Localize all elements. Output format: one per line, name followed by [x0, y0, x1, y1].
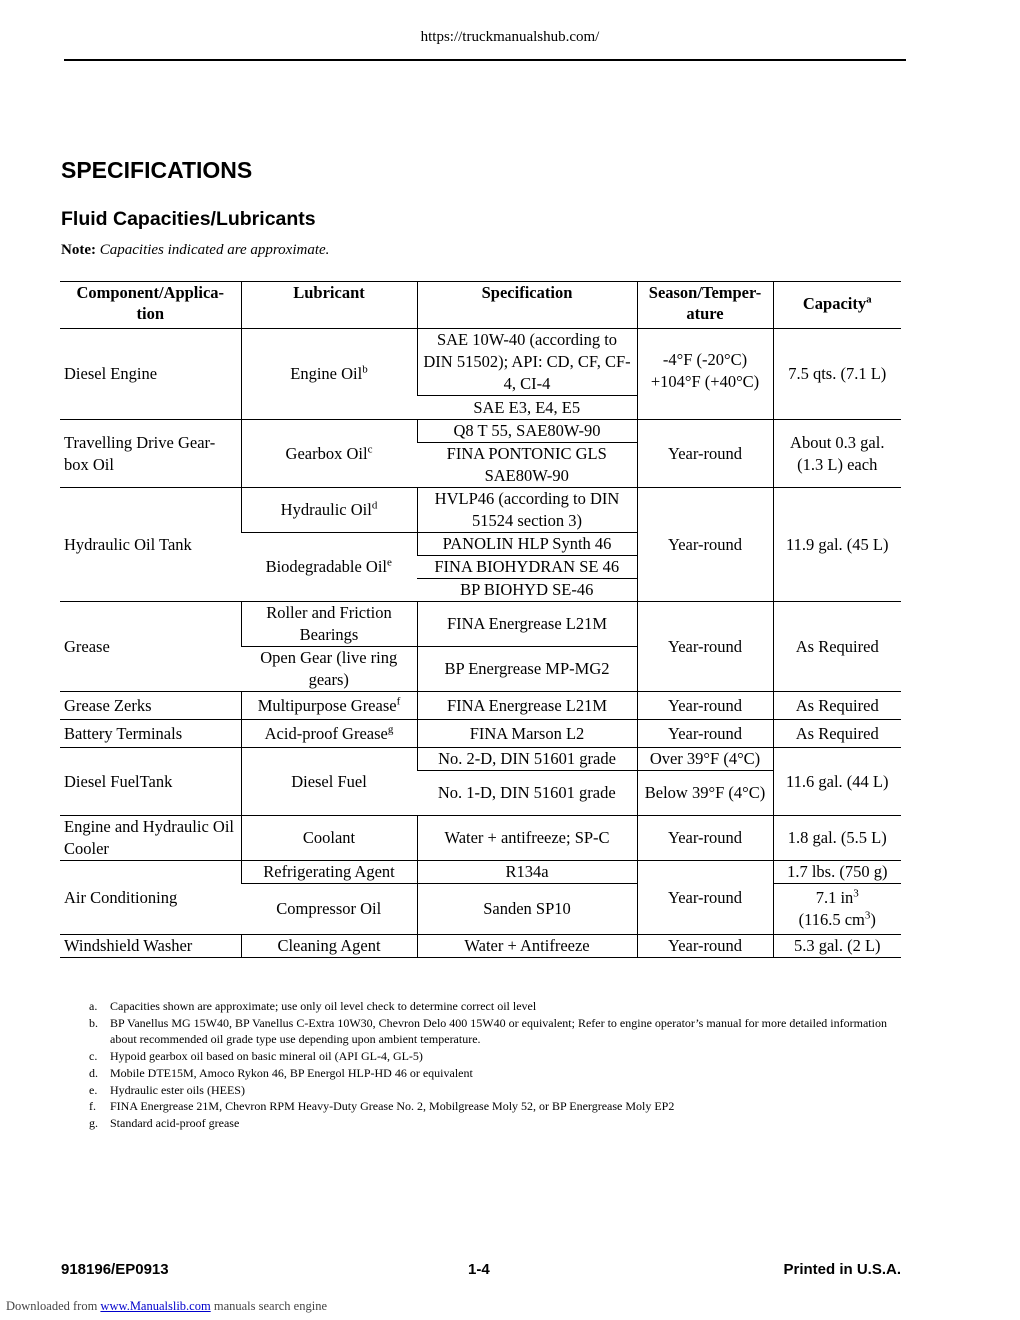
cell-lubricant: Roller and Friction Bearings	[241, 602, 417, 647]
cell-lubricant: Cleaning Agent	[241, 935, 417, 958]
footnotes	[89, 998, 889, 1132]
section-title: Fluid Capacities/Lubricants	[61, 208, 316, 230]
header-season: Season/Temper- ature	[637, 282, 773, 329]
cell-component: Grease	[60, 602, 241, 692]
table-row	[60, 935, 901, 958]
cell-spec: HVLP46 (according to DIN 51524 section 3)	[417, 488, 637, 533]
cell-spec: FINA Energrease L21M	[417, 602, 637, 647]
cell-spec: Q8 T 55, SAE80W-90	[417, 420, 637, 443]
cell-lubricant: Open Gear (live ring gears)	[241, 647, 417, 692]
table-row	[60, 602, 901, 647]
cell-spec: FINA PONTONIC GLS SAE80W-90	[417, 443, 637, 488]
cell-spec: FINA Marson L2	[417, 720, 637, 748]
footnote: b. BP Vanellus MG 15W40, BP Vanellus C-Extra 10W30, Chevron Delo 400 15W40 or equivalent; Refer to engine operator’s manual for more detailed information about recommended oil grade type use depending upon ambient temperature.	[89, 1015, 887, 1047]
cell-spec: SAE 10W-40 (according to DIN 51502); API: CD, CF, CF-4, CI-4	[417, 329, 637, 396]
cell-lubricant: Compressor Oil	[241, 884, 417, 935]
header-url: https://truckmanualshub.com/	[420, 29, 600, 45]
table-row	[60, 420, 901, 443]
cell-lubricant: Acid-proof Grease$^g$	[241, 720, 417, 748]
table-row	[60, 861, 901, 884]
cell-season: Year-round	[637, 602, 773, 692]
cell-capacity: As Required	[773, 692, 901, 720]
table-row	[60, 720, 901, 748]
table-row	[60, 748, 901, 771]
cell-capacity: As Required	[773, 602, 901, 692]
cell-component: Engine and Hydraulic Oil Cooler	[60, 816, 241, 861]
table-row	[60, 816, 901, 861]
cell-season: Year-round	[637, 420, 773, 488]
cell-capacity: 11.6 gal. (44 L)	[773, 748, 901, 816]
cell-season: Below 39°F (4°C)	[637, 771, 773, 816]
cell-capacity: 1.8 gal. (5.5 L)	[773, 816, 901, 861]
cell-capacity: 5.3 gal. (2 L)	[773, 935, 901, 958]
cell-season: Year-round	[637, 692, 773, 720]
cell-spec: R134a	[417, 861, 637, 884]
cell-capacity: As Required	[773, 720, 901, 748]
header-lubricant: Lubricant	[241, 282, 417, 329]
footnote: d. Mobile DTE15M, Amoco Rykon 46, BP Energol HLP-HD 46 or equivalent	[89, 1065, 473, 1080]
cell-season: Year-round	[637, 816, 773, 861]
cell-season: Year-round	[637, 861, 773, 935]
header-specification: Specification	[417, 282, 637, 329]
cell-lubricant: Gearbox Oil$^c$	[241, 420, 417, 488]
cell-component: Diesel FuelTank	[60, 748, 241, 816]
cell-spec: Sanden SP10	[417, 884, 637, 935]
header-component: Component/Applica- tion	[60, 282, 241, 329]
cell-spec: FINA BIOHYDRAN SE 46	[417, 556, 637, 579]
cell-spec: No. 1-D, DIN 51601 grade	[417, 771, 637, 816]
footnote: c. Hypoid gearbox oil based on basic mineral oil (API GL-4, GL-5)	[89, 1049, 423, 1064]
footnote: e. Hydraulic ester oils (HEES)	[89, 1082, 245, 1097]
note	[61, 242, 329, 259]
cell-capacity: 11.9 gal. (45 L)	[773, 488, 901, 602]
page-title: SPECIFICATIONS	[61, 157, 253, 183]
page-number: 1-4	[468, 1261, 490, 1278]
cell-spec: Water + Antifreeze	[417, 935, 637, 958]
cell-component: Air Conditioning	[60, 861, 241, 935]
cell-season: -4°F (-20°C) +104°F (+40°C)	[637, 329, 773, 420]
table-header-row	[60, 282, 901, 329]
fluid-capacities-table	[60, 281, 901, 958]
cell-capacity: About 0.3 gal. (1.3 L) each	[773, 420, 901, 488]
cell-lubricant: Engine Oil$^b$	[241, 329, 417, 420]
cell-capacity: 7.5 qts. (7.1 L)	[773, 329, 901, 420]
footnote: a. Capacities shown are approximate; use only oil level check to determine correct oil level	[89, 999, 537, 1013]
cell-lubricant: Coolant	[241, 816, 417, 861]
cell-season: Year-round	[637, 488, 773, 602]
footnote: g. Standard acid-proof grease	[89, 1115, 240, 1130]
table-row	[60, 329, 901, 396]
document-number: 918196/EP0913	[61, 1261, 169, 1278]
cell-lubricant: Diesel Fuel	[241, 748, 417, 816]
cell-lubricant: Biodegradable Oil$^e$	[241, 533, 417, 602]
cell-component: Grease Zerks	[60, 692, 241, 720]
cell-spec: BP BIOHYD SE-46	[417, 579, 637, 602]
cell-spec: FINA Energrease L21M	[417, 692, 637, 720]
cell-spec: No. 2-D, DIN 51601 grade	[417, 748, 637, 771]
cell-lubricant: Hydraulic Oil$^d$	[241, 488, 417, 533]
cell-component: Hydraulic Oil Tank	[60, 488, 241, 602]
cell-capacity: 1.7 lbs. (750 g)	[773, 861, 901, 884]
cell-component: Travelling Drive Gear-box Oil	[60, 420, 241, 488]
cell-spec: SAE E3, E4, E5	[417, 396, 637, 420]
cell-component: Battery Terminals	[60, 720, 241, 748]
manualslib-link[interactable]: www.Manualslib.com	[100, 1299, 211, 1313]
header-capacity: Capacity$^a$	[773, 282, 901, 329]
table-row	[60, 692, 901, 720]
cell-component: Diesel Engine	[60, 329, 241, 420]
cell-capacity: 7.1 $in^3$ (116.5 $cm^3$)	[773, 884, 901, 935]
cell-spec: PANOLIN HLP Synth 46	[417, 533, 637, 556]
download-credit: Downloaded from www.Manualslib.com manuals search engine	[6, 1299, 327, 1313]
cell-season: Over 39°F (4°C)	[637, 748, 773, 771]
cell-component: Windshield Washer	[60, 935, 241, 958]
note-label: Note:	[61, 242, 96, 258]
header-rule	[64, 59, 906, 61]
cell-spec: Water + antifreeze; SP-C	[417, 816, 637, 861]
footnote: f. FINA Energrease 21M, Chevron RPM Heavy-Duty Grease No. 2, Mobilgrease Moly 52, or BP Energrease Moly EP2	[89, 1099, 675, 1114]
cell-season: Year-round	[637, 935, 773, 958]
cell-lubricant: Refrigerating Agent	[241, 861, 417, 884]
note-text: Capacities indicated are approximate.	[99, 242, 330, 258]
table-row	[60, 488, 901, 533]
cell-spec: BP Energrease MP-MG2	[417, 647, 637, 692]
cell-lubricant: Multipurpose Grease$^f$	[241, 692, 417, 720]
printed-in: Printed in U.S.A.	[783, 1261, 901, 1278]
cell-season: Year-round	[637, 720, 773, 748]
